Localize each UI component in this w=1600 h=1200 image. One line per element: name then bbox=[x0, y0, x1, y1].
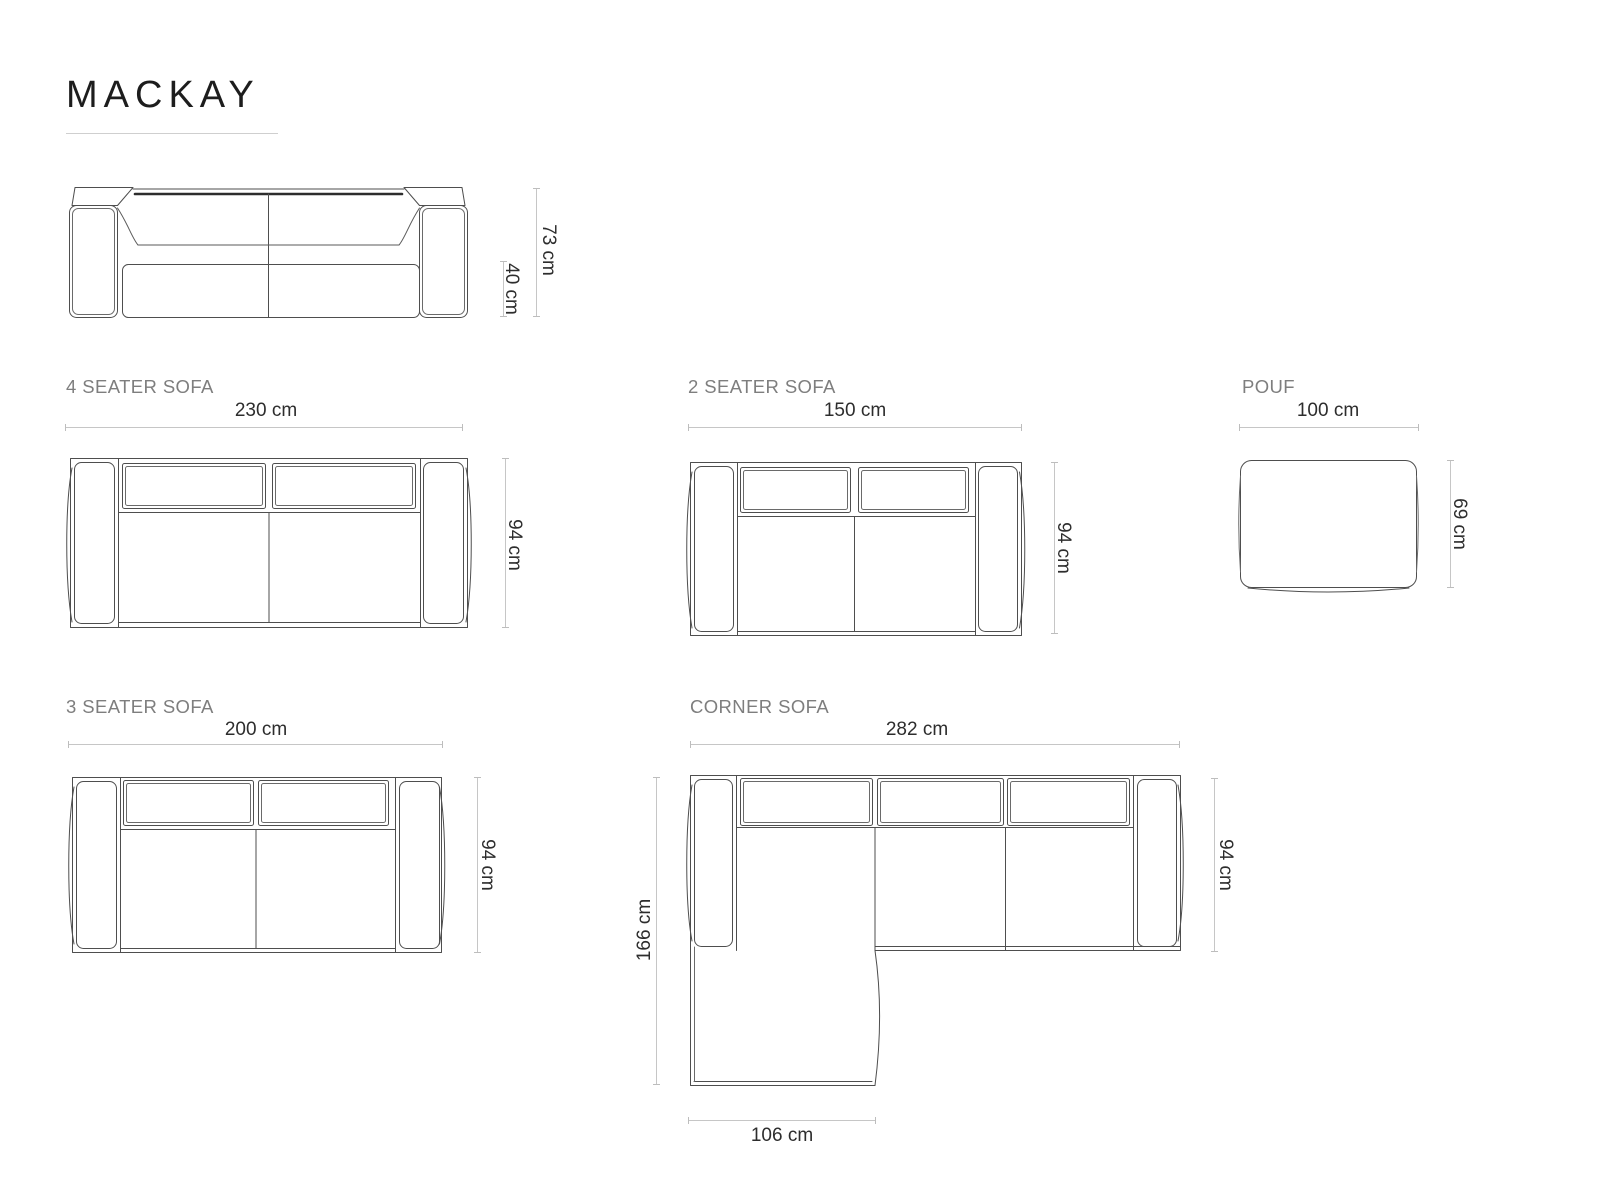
two-seater-width-dim: 150 cm bbox=[823, 400, 887, 421]
bottom-seam bbox=[1248, 588, 1409, 592]
three-seater-depth-dim: 94 cm bbox=[477, 839, 498, 891]
pouf-label: POUF bbox=[1242, 376, 1295, 397]
four-seater-label: 4 SEATER SOFA bbox=[66, 376, 214, 397]
corner-total-depth-dim: 166 cm bbox=[634, 898, 655, 962]
right-armrest bbox=[424, 463, 472, 624]
right-armrest bbox=[1138, 780, 1184, 947]
seats bbox=[119, 513, 421, 623]
pouf-topview-drawing bbox=[1232, 452, 1425, 598]
three-seater-width-dim-line bbox=[68, 744, 443, 745]
seat-base bbox=[123, 265, 420, 318]
two-seater-label: 2 SEATER SOFA bbox=[688, 376, 836, 397]
four-seater-topview-drawing bbox=[62, 450, 476, 636]
back-cushions bbox=[741, 779, 1130, 826]
seats bbox=[737, 828, 1134, 951]
corner-sofa-label: CORNER SOFA bbox=[690, 696, 830, 717]
left-armrest bbox=[70, 188, 134, 318]
four-seater-width-dim: 230 cm bbox=[234, 400, 298, 421]
back-cushions bbox=[741, 468, 969, 513]
pouf-depth-dim: 69 cm bbox=[1449, 498, 1470, 550]
corner-total-depth-dim-line bbox=[656, 777, 657, 1085]
pouf-width-dim: 100 cm bbox=[1296, 400, 1360, 421]
left-armrest bbox=[69, 782, 117, 949]
right-armrest bbox=[979, 467, 1025, 632]
back-cushions bbox=[123, 464, 416, 509]
sofa-front-view-drawing bbox=[60, 176, 480, 326]
left-armrest bbox=[67, 463, 115, 624]
right-armrest bbox=[400, 782, 445, 949]
frame bbox=[73, 778, 442, 953]
back-cushions bbox=[124, 781, 389, 826]
pouf-width-dim-line bbox=[1239, 427, 1419, 428]
corner-width-dim-line bbox=[690, 744, 1180, 745]
overall-height-dim: 73 cm bbox=[538, 224, 559, 276]
seats bbox=[121, 830, 396, 949]
four-seater-width-dim-line bbox=[65, 427, 463, 428]
backrest bbox=[133, 189, 404, 264]
corner-sofa-topview-drawing bbox=[682, 767, 1190, 1095]
corner-chaise-width-dim-line bbox=[688, 1120, 876, 1121]
corner-width-dim: 282 cm bbox=[885, 719, 949, 740]
three-seater-topview-drawing bbox=[64, 769, 450, 961]
four-seater-depth-dim: 94 cm bbox=[504, 519, 525, 571]
page-title: MACKAY bbox=[66, 74, 260, 116]
left-armrest bbox=[687, 467, 734, 632]
pouf-body bbox=[1241, 461, 1417, 588]
seats bbox=[738, 517, 976, 632]
corner-chaise-width-dim: 106 cm bbox=[750, 1125, 814, 1146]
two-seater-depth-dim: 94 cm bbox=[1053, 522, 1074, 574]
title-underline bbox=[66, 133, 278, 134]
seat-height-dim: 40 cm bbox=[501, 263, 522, 315]
left-armrest bbox=[687, 780, 733, 947]
three-seater-label: 3 SEATER SOFA bbox=[66, 696, 214, 717]
three-seater-width-dim: 200 cm bbox=[224, 719, 288, 740]
two-seater-width-dim-line bbox=[688, 427, 1022, 428]
corner-depth-dim: 94 cm bbox=[1215, 839, 1236, 891]
right-armrest bbox=[404, 188, 468, 318]
two-seater-topview-drawing bbox=[682, 454, 1030, 644]
